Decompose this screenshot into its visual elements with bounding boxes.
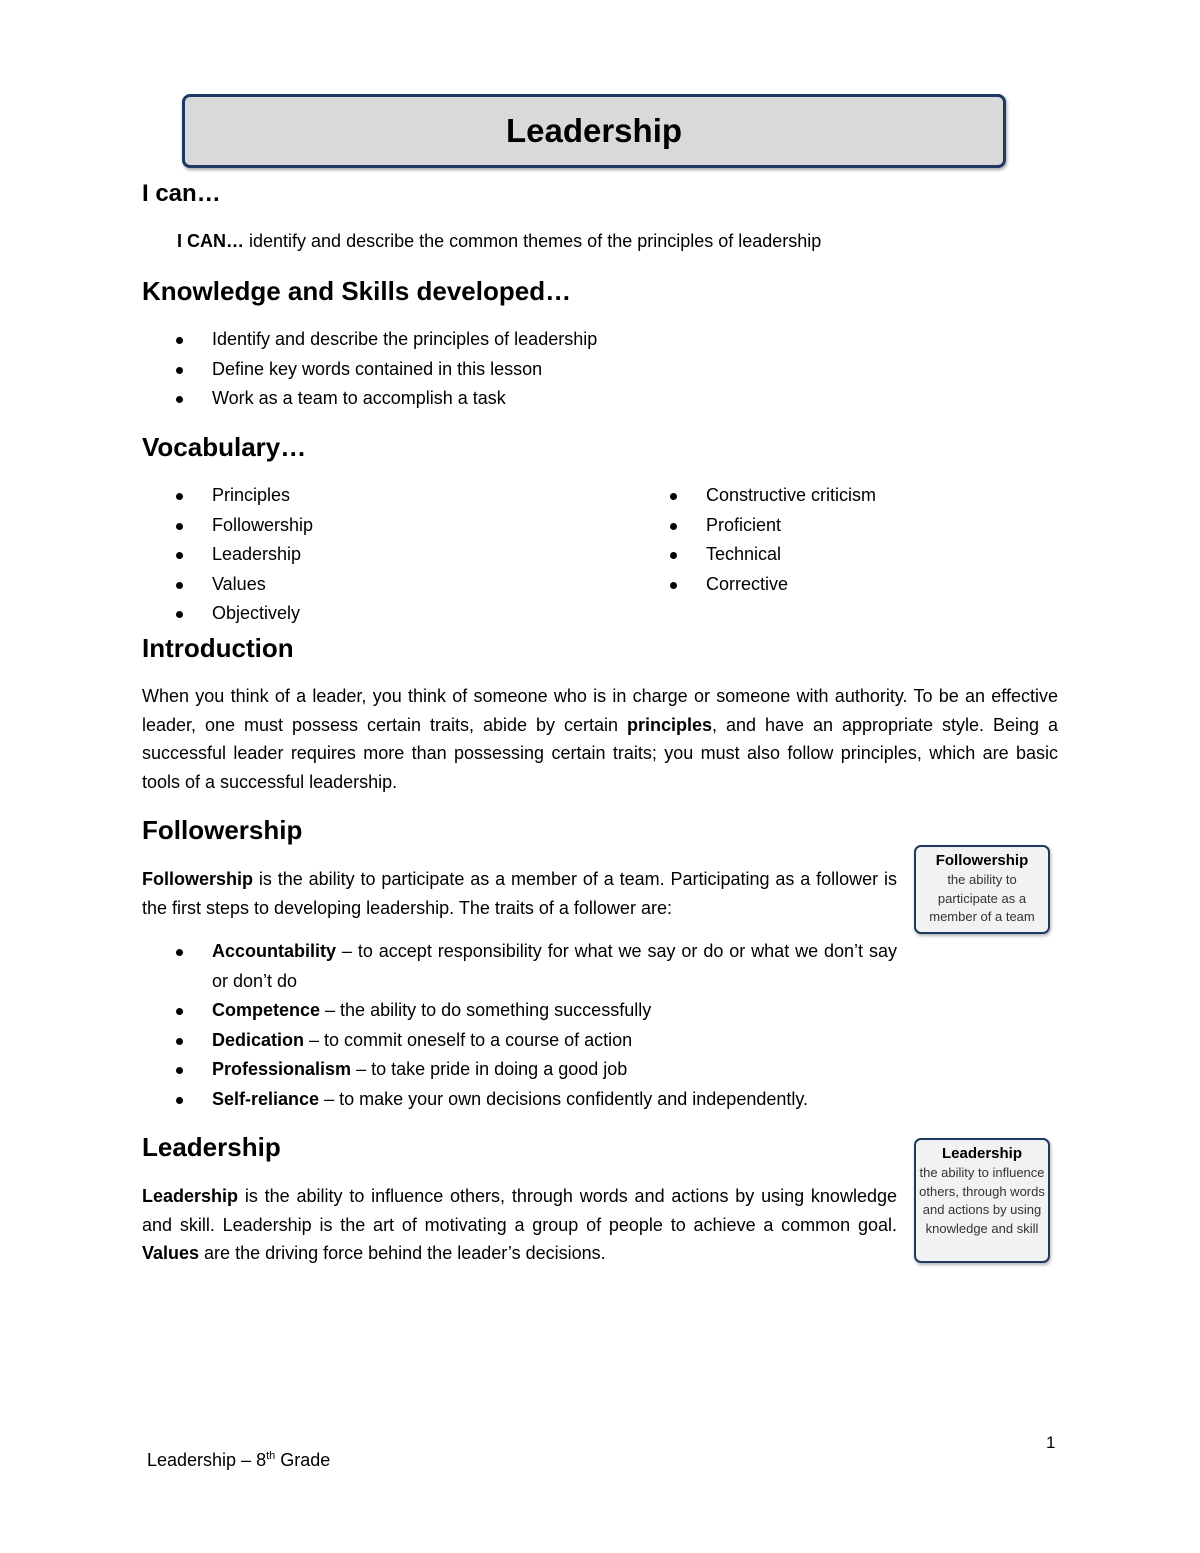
- list-item: Technical: [636, 540, 876, 570]
- sidebox-definition: the ability to influence others, through words and actions by using knowledge and skill: [919, 1165, 1045, 1236]
- sidebox-title: Followership: [935, 852, 1029, 869]
- ican-lead: I CAN…: [177, 231, 244, 251]
- trait-term: Professionalism: [212, 1059, 352, 1079]
- leadership-text-1: is the ability to influence others, through words and actions by using knowledge and skill. Leadership is the art of motivating a group of people to achieve a common goal.: [142, 1186, 897, 1235]
- title-box: [182, 94, 1006, 168]
- list-item: Identify and describe the principles of leadership: [142, 325, 597, 355]
- trait-definition: – to take pride in doing a good job: [351, 1059, 628, 1079]
- list-item: Values: [142, 570, 313, 600]
- footer-text: Leadership – 8: [147, 1450, 267, 1470]
- list-item: [142, 996, 897, 1026]
- leadership-heading: Leadership: [142, 1132, 281, 1162]
- leadership-text-2: are the driving force behind the leader’s decisions.: [199, 1243, 606, 1263]
- knowledge-list: [142, 325, 597, 414]
- trait-term: Competence: [212, 1000, 321, 1020]
- list-item: Work as a team to accomplish a task: [142, 384, 597, 414]
- list-item: Corrective: [636, 570, 876, 600]
- page-title: Leadership: [505, 112, 683, 149]
- values-term: Values: [142, 1243, 200, 1263]
- followership-text: is the ability to participate as a member of a team. Participating as a follower is the first steps to developing leadership. The traits of a follower are:: [142, 869, 897, 918]
- list-item: Objectively: [142, 599, 313, 629]
- trait-term: Dedication: [212, 1029, 305, 1050]
- list-item: Leadership: [142, 540, 313, 570]
- list-item: [142, 937, 897, 996]
- vocabulary-list-right: [636, 481, 876, 599]
- list-item: Proficient: [636, 511, 876, 541]
- follower-traits-list: [142, 937, 897, 1114]
- page-number: 1: [1046, 1433, 1056, 1452]
- footer: [147, 1450, 330, 1471]
- list-item: Principles: [142, 481, 313, 511]
- leadership-definition-box: [914, 1138, 1050, 1263]
- leadership-paragraph: [142, 1182, 897, 1268]
- vocabulary-heading: Vocabulary…: [142, 432, 307, 462]
- trait-definition: – to accept responsibility for what we say or do or what we don’t say or don’t do: [212, 941, 897, 991]
- list-item: [142, 1026, 897, 1056]
- ican-heading: I can…: [142, 180, 221, 207]
- intro-bold-principles: principles: [626, 714, 712, 735]
- list-item: Define key words contained in this lesson: [142, 355, 597, 385]
- footer-superscript: th: [266, 1450, 276, 1462]
- list-item: [142, 1055, 897, 1085]
- intro-text-2: , and have an appropriate style. Being a successful leader requires more than possessing certain traits; you must also follow principles, which are basic tools of a successful leadership.: [142, 714, 1058, 792]
- trait-definition: – to commit oneself to a course of action: [304, 1029, 633, 1050]
- trait-definition: – to make your own decisions confidently and independently.: [319, 1088, 809, 1109]
- ican-statement: [177, 227, 1057, 256]
- followership-heading: Followership: [142, 815, 303, 845]
- intro-text-1: When you think of a leader, you think of someone who is in charge or someone with authority. To be an effective leader, one must possess certain traits, abide by certain: [142, 686, 1058, 735]
- followership-term: Followership: [142, 869, 254, 889]
- followership-paragraph: [142, 865, 897, 922]
- list-item: [142, 1085, 897, 1115]
- ican-text: identify and describe the common themes of the principles of leadership: [244, 231, 822, 251]
- vocabulary-list-left: [142, 481, 313, 629]
- trait-term: Self-reliance: [212, 1088, 320, 1109]
- sidebox-title: Leadership: [941, 1145, 1023, 1162]
- introduction-paragraph: [142, 682, 1058, 796]
- knowledge-heading: Knowledge and Skills developed…: [142, 276, 572, 306]
- followership-definition-box: [914, 845, 1050, 934]
- footer-suffix: Grade: [275, 1450, 331, 1470]
- list-item: Constructive criticism: [636, 481, 876, 511]
- trait-term: Accountability: [212, 941, 337, 961]
- trait-definition: – the ability to do something successfully: [320, 1000, 652, 1020]
- list-item: Followership: [142, 511, 313, 541]
- leadership-term: Leadership: [142, 1186, 239, 1206]
- introduction-heading: Introduction: [142, 633, 294, 663]
- sidebox-definition: the ability to participate as a member of a team: [929, 872, 1035, 924]
